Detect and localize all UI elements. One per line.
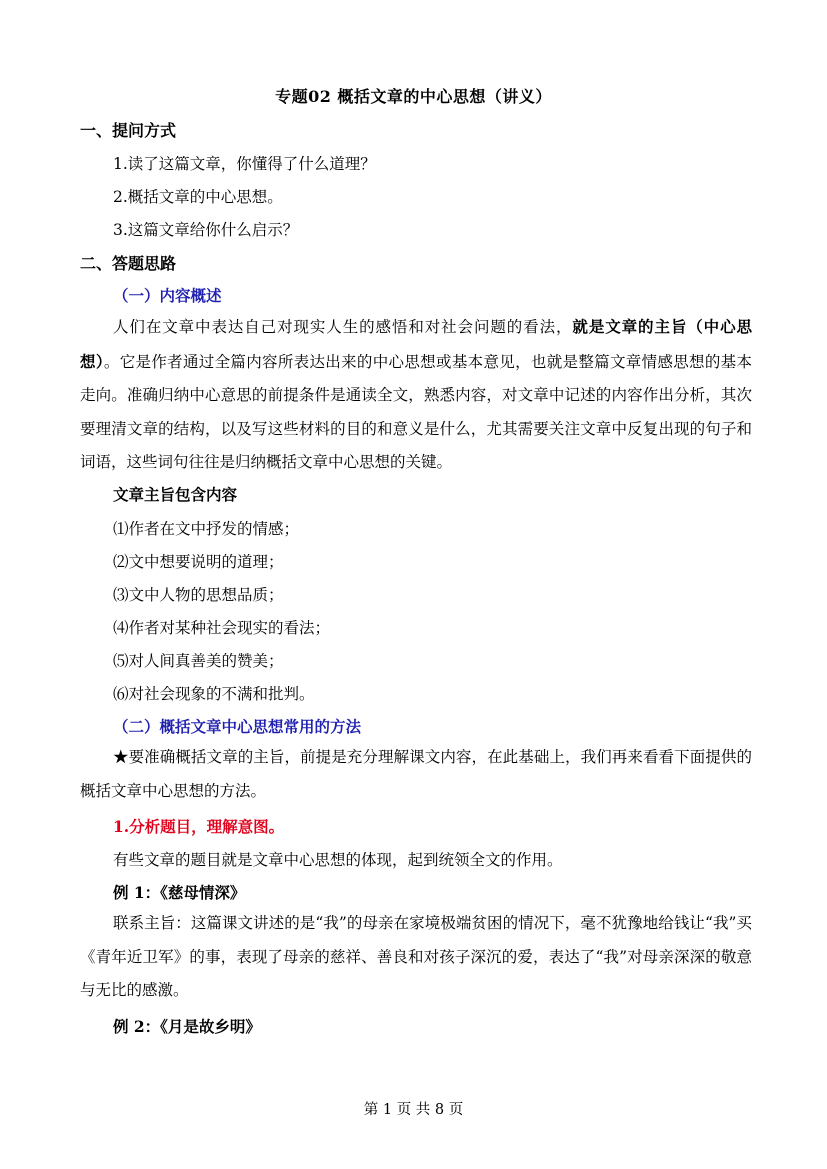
- example-2-heading: 例 2：《月是故乡明》: [113, 1017, 261, 1036]
- section-heading-answer-approach: 二、答题思路: [80, 254, 177, 273]
- method-1-text: 有些文章的题目就是文章中心思想的体现，起到统领全文的作用。: [113, 851, 563, 869]
- theme-contents-item: ⑷作者对某种社会现实的看法；: [113, 619, 331, 637]
- subsection-heading-overview: （一）内容概述: [113, 286, 222, 305]
- page-title: 专题02 概括文章的中心思想（讲义）: [275, 87, 552, 106]
- example-1-paragraph: 联系主旨：这篇课文讲述的是“我”的母亲在家境极端贫困的情况下，毫不犹豫地给钱让“我”买《青年近卫军》的事，表现了母亲的慈祥、善良和对孩子深沉的爱，表达了“我”对母亲深深的敬意与无比的感激。: [80, 914, 752, 999]
- overview-bold-definition: 就是文章的主旨（中心思想）: [80, 317, 752, 371]
- page-footer: 第 1 页 共 8 页: [363, 1102, 464, 1118]
- example-1-heading: 例 1：《慈母情深》: [113, 883, 246, 902]
- theme-contents-item: ⑸对人间真善美的赞美；: [113, 652, 284, 670]
- methods-intro-paragraph: ★要准确概括文章的主旨，前提是充分理解课文内容，在此基础上，我们再来看看下面提供的概括文章中心思想的方法。: [80, 748, 752, 800]
- theme-contents-item: ⑴作者在文中抒发的情感；: [113, 520, 300, 538]
- overview-lead: 人们在文章中表达自己对现实人生的感悟和对社会问题的看法，: [113, 318, 573, 336]
- theme-contents-heading: 文章主旨包含内容: [113, 485, 238, 504]
- overview-paragraph: [80, 310, 752, 480]
- theme-contents-item: ⑵文中想要说明的道理；: [113, 553, 284, 571]
- method-1-heading: 1.分析题目，理解意图。: [113, 817, 285, 836]
- theme-contents-item: ⑶文中人物的思想品质；: [113, 586, 284, 604]
- question-item: 2.概括文章的中心思想。: [113, 188, 283, 206]
- question-item: 1.读了这篇文章，你懂得了什么道理？: [113, 155, 376, 173]
- section-heading-question-types: 一、提问方式: [80, 121, 177, 140]
- question-item: 3.这篇文章给你什么启示？: [113, 221, 299, 239]
- theme-contents-item: ⑹对社会现象的不满和批判。: [113, 685, 315, 703]
- subsection-heading-methods: （二）概括文章中心思想常用的方法: [113, 717, 362, 736]
- overview-rest: 。它是作者通过全篇内容所表达出来的中心思想或基本意见，也就是整篇文章情感思想的基本走向。准确归纳中心意思的前提条件是通读全文，熟悉内容，对文章中记述的内容作出分析，其次要理清文章的结构，以及写这些材料的目的和意义是什么，尤其需要关注文章中反复出现的句子和词语，这些词句往往是归纳概括文章中心思想的关键。: [80, 352, 752, 471]
